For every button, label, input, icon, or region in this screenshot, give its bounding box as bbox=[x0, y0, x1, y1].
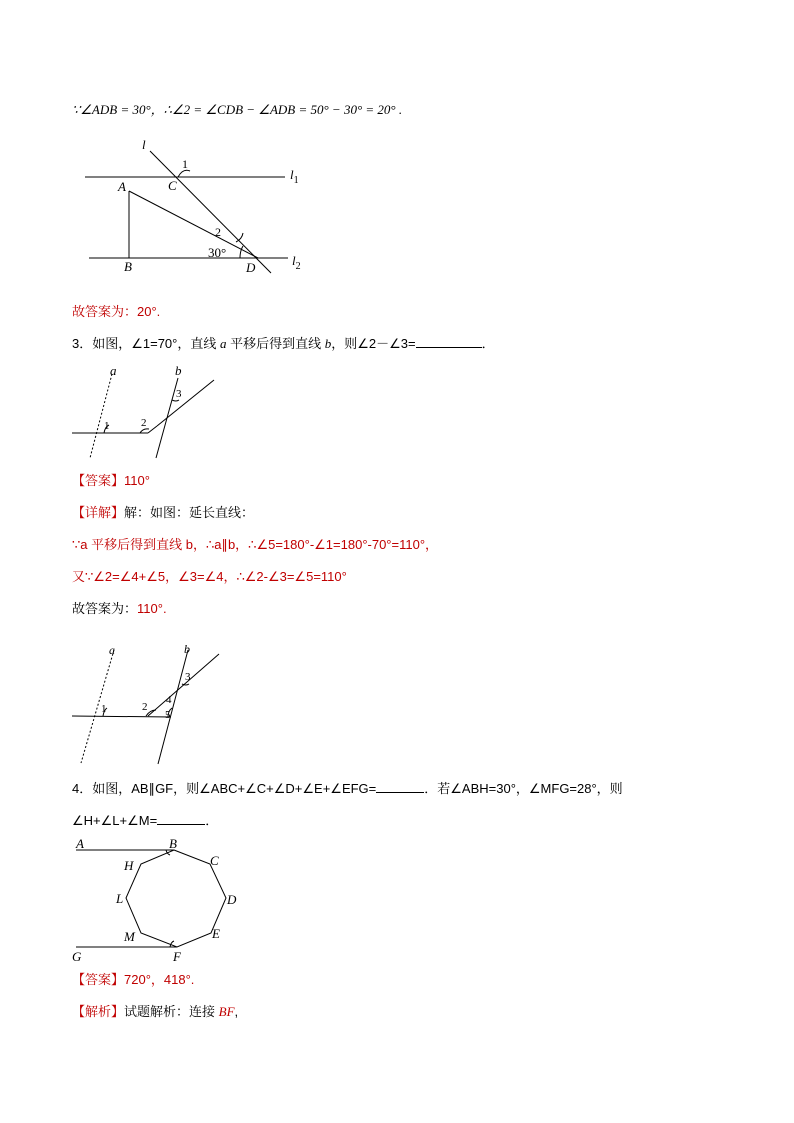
q4-text4: ． bbox=[205, 813, 219, 828]
fig3-label-b: b bbox=[184, 642, 190, 656]
fig2-label-a: a bbox=[110, 363, 117, 378]
fig4-label-A: A bbox=[76, 836, 84, 851]
fig4-label-H: H bbox=[124, 858, 134, 873]
q4-answer-line bbox=[72, 971, 194, 989]
figure-translated-lines bbox=[68, 362, 228, 462]
q3-text-c: ，则∠2－∠3= bbox=[331, 336, 416, 351]
q4-text3: ∠H+∠L+∠M= bbox=[72, 813, 158, 828]
fig1-label-B: B bbox=[124, 259, 132, 274]
q3-detail-tag: 【详解】 bbox=[72, 505, 125, 520]
fig1-label-C: C bbox=[168, 178, 177, 193]
q4-question-line1 bbox=[72, 780, 623, 798]
figure-translated-lines-extended bbox=[68, 640, 228, 770]
q2-answer-prefix: 故答案为： bbox=[72, 304, 138, 319]
q3-text-a: 3．如图，∠1=70°，直线 bbox=[72, 336, 220, 351]
q2-formula: ∵∠ADB = 30°，∴∠2 = ∠CDB − ∠ADB = 50° − 30° = 20° . bbox=[72, 102, 403, 117]
q4-analysis-var: BF bbox=[218, 1004, 235, 1019]
q2-answer-line bbox=[72, 303, 160, 321]
fig4-label-B: B bbox=[169, 836, 177, 851]
fig1-l2-main: l bbox=[292, 253, 296, 268]
q2-answer-value: 20°. bbox=[137, 304, 161, 319]
q4-answer-blank-2[interactable] bbox=[157, 812, 205, 825]
q4-question-line2 bbox=[72, 812, 218, 830]
q3-text-b: 平移后得到直线 bbox=[226, 336, 325, 351]
fig3-label-5: 5 bbox=[165, 709, 171, 721]
q3-var-b: b bbox=[324, 336, 332, 351]
fig1-label-2: 2 bbox=[215, 225, 221, 239]
fig3-label-1: 1 bbox=[101, 703, 107, 715]
q3-text-d: ． bbox=[481, 336, 495, 351]
fig1-l1-main: l bbox=[290, 167, 294, 182]
q4-analysis-end: , bbox=[234, 1004, 239, 1019]
q3-answer-tag: 【答案】 bbox=[72, 473, 125, 488]
fig4-label-G: G bbox=[72, 949, 82, 964]
fig4-label-F: F bbox=[173, 949, 181, 964]
q3-var-a: a bbox=[219, 336, 227, 351]
fig1-label-D: D bbox=[246, 260, 256, 275]
q4-answer-blank-1[interactable] bbox=[376, 780, 424, 793]
fig1-label-A: A bbox=[118, 179, 126, 194]
fig1-label-l: l bbox=[142, 137, 146, 152]
fig1-l1-sub: 1 bbox=[293, 175, 299, 186]
fig1-label-l1 bbox=[290, 167, 299, 186]
fig4-label-C: C bbox=[210, 853, 219, 868]
fig4-label-M: M bbox=[124, 929, 135, 944]
q3-final-line bbox=[72, 600, 167, 618]
q3-detail-line2: 又∵∠2=∠4+∠5，∠3=∠4，∴∠2-∠3=∠5=110° bbox=[72, 569, 347, 584]
fig2-label-b: b bbox=[175, 363, 182, 378]
fig1-l2-sub: 2 bbox=[295, 261, 301, 272]
q3-answer-line bbox=[72, 472, 150, 490]
q4-analysis-tag: 【解析】 bbox=[72, 1004, 125, 1019]
figure-parallel-lines-triangle bbox=[80, 135, 320, 285]
q3-final-prefix: 故答案为： bbox=[72, 601, 138, 616]
q4-text2: ．若∠ABH=30°，∠MFG=28°，则 bbox=[424, 781, 623, 796]
q4-analysis-text: 试题解析：连接 bbox=[124, 1004, 219, 1019]
q3-question-line bbox=[72, 335, 495, 353]
fig1-label-l2 bbox=[292, 253, 301, 272]
fig3-label-2: 2 bbox=[142, 701, 148, 713]
fig2-label-2: 2 bbox=[141, 417, 147, 429]
fig1-label-30: 30° bbox=[208, 245, 227, 260]
fig4-label-L: L bbox=[116, 891, 124, 906]
q4-analysis-line bbox=[72, 1003, 238, 1021]
q3-detail-text: 解：如图：延长直线： bbox=[124, 505, 255, 520]
figure-octagon-parallel bbox=[70, 836, 250, 966]
fig4-label-D: D bbox=[227, 892, 237, 907]
fig1-label-1: 1 bbox=[182, 157, 188, 171]
q3-answer-value: 110° bbox=[124, 473, 150, 488]
fig4-label-E: E bbox=[212, 926, 220, 941]
q3-answer-blank[interactable] bbox=[416, 335, 482, 348]
q2-formula-line bbox=[72, 101, 402, 119]
q4-answer-value: 720°，418°. bbox=[124, 972, 195, 987]
fig3-label-3: 3 bbox=[185, 671, 191, 683]
fig3-label-a: a bbox=[109, 643, 115, 657]
q4-text1: 4．如图，AB∥GF，则∠ABC+∠C+∠D+∠E+∠EFG= bbox=[72, 781, 377, 796]
fig2-label-3: 3 bbox=[176, 388, 182, 400]
fig3-label-4: 4 bbox=[166, 694, 172, 706]
q3-detail-line1: ∵a 平移后得到直线 b，∴a∥b，∴∠5=180°-∠1=180°-70°=110°， bbox=[72, 537, 439, 552]
fig2-label-1: 1 bbox=[104, 420, 110, 432]
q3-final-value: 110°. bbox=[137, 601, 167, 616]
q4-answer-tag: 【答案】 bbox=[72, 972, 125, 987]
q3-detail-line bbox=[72, 504, 254, 522]
